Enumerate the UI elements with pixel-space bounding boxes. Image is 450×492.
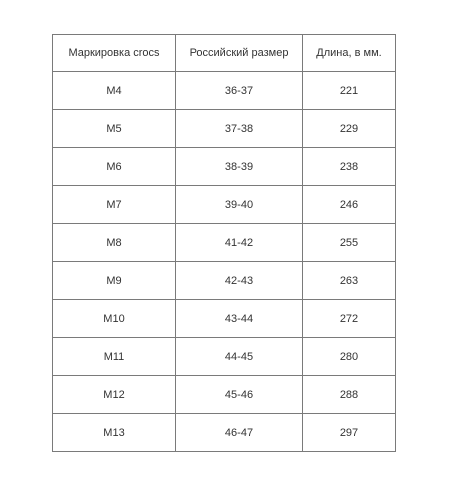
cell-russian-size: 38-39 xyxy=(176,148,303,186)
table-row xyxy=(53,262,396,300)
header-length-mm: Длина, в мм. xyxy=(303,35,396,72)
cell-russian-size: 43-44 xyxy=(176,300,303,338)
cell-length-mm: 272 xyxy=(303,300,396,338)
cell-length-mm: 246 xyxy=(303,186,396,224)
table-row xyxy=(53,110,396,148)
cell-russian-size: 42-43 xyxy=(176,262,303,300)
cell-russian-size: 45-46 xyxy=(176,376,303,414)
cell-russian-size: 41-42 xyxy=(176,224,303,262)
cell-length-mm: 280 xyxy=(303,338,396,376)
cell-crocs-marking: M5 xyxy=(53,110,176,148)
cell-length-mm: 238 xyxy=(303,148,396,186)
cell-russian-size: 36-37 xyxy=(176,72,303,110)
cell-length-mm: 221 xyxy=(303,72,396,110)
cell-crocs-marking: M11 xyxy=(53,338,176,376)
cell-length-mm: 297 xyxy=(303,414,396,452)
cell-length-mm: 288 xyxy=(303,376,396,414)
cell-crocs-marking: M9 xyxy=(53,262,176,300)
table-row xyxy=(53,72,396,110)
cell-russian-size: 44-45 xyxy=(176,338,303,376)
table-row xyxy=(53,224,396,262)
table-header-row xyxy=(53,35,396,72)
cell-russian-size: 39-40 xyxy=(176,186,303,224)
table-row xyxy=(53,376,396,414)
table-row xyxy=(53,148,396,186)
cell-crocs-marking: M8 xyxy=(53,224,176,262)
cell-crocs-marking: M6 xyxy=(53,148,176,186)
header-crocs-marking: Маркировка crocs xyxy=(53,35,176,72)
cell-crocs-marking: M4 xyxy=(53,72,176,110)
cell-crocs-marking: M7 xyxy=(53,186,176,224)
table-row xyxy=(53,414,396,452)
size-table xyxy=(52,34,396,452)
cell-russian-size: 37-38 xyxy=(176,110,303,148)
table-row xyxy=(53,186,396,224)
table-row xyxy=(53,300,396,338)
table-row xyxy=(53,338,396,376)
cell-crocs-marking: M10 xyxy=(53,300,176,338)
cell-russian-size: 46-47 xyxy=(176,414,303,452)
cell-length-mm: 263 xyxy=(303,262,396,300)
header-russian-size: Российский размер xyxy=(176,35,303,72)
cell-length-mm: 255 xyxy=(303,224,396,262)
cell-crocs-marking: M12 xyxy=(53,376,176,414)
cell-crocs-marking: M13 xyxy=(53,414,176,452)
cell-length-mm: 229 xyxy=(303,110,396,148)
